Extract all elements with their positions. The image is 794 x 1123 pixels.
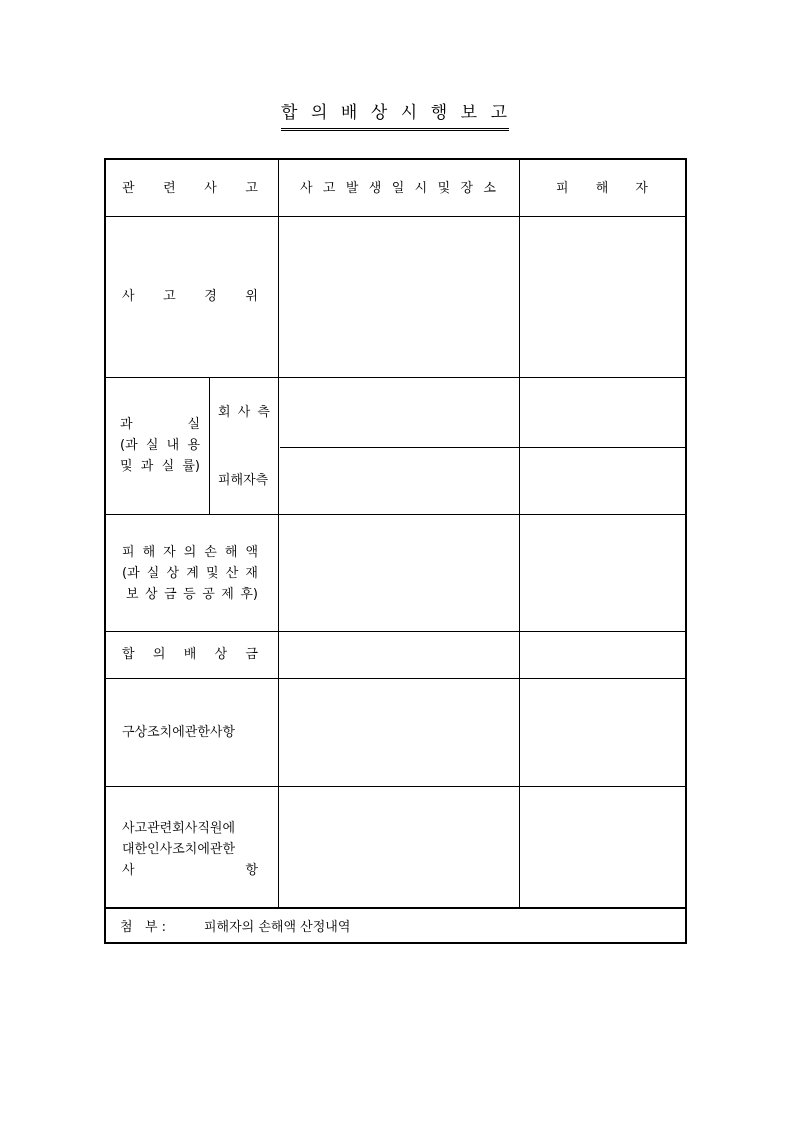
label-indemnity-measures: 구상조치에관한사항: [122, 725, 236, 740]
label-fault-rate: 및 과 실 률): [120, 459, 200, 474]
column-divider: [209, 377, 210, 514]
row-divider: [106, 907, 685, 909]
label-victim-damage: 피 해 자 의 손 해 액: [122, 545, 258, 560]
label-personnel-measures-3: 사 항: [122, 863, 258, 878]
row-divider: [106, 786, 685, 787]
report-form: [104, 158, 687, 944]
label-personnel-measures: 사고관련회사직원에: [122, 821, 236, 836]
row-divider: [106, 216, 685, 217]
row-divider: [106, 514, 685, 515]
label-fault-detail: (과 실 내 용: [120, 438, 200, 453]
label-settlement-amount: 합 의 배 상 금: [122, 647, 258, 662]
row-divider: [280, 447, 687, 448]
label-victim-damage-note: (과 실 상 계 및 산 재: [122, 566, 258, 581]
header-occurrence: 사 고 발 생 일 시 및 장 소: [300, 181, 496, 196]
label-personnel-measures-2: 대한인사조치에관한: [122, 842, 236, 857]
header-victim: 피 해 자: [556, 181, 648, 196]
column-divider: [278, 160, 279, 908]
label-victim-side: 피해자측: [218, 473, 269, 488]
attachment-value: 피해자의 손해액 산정내역: [204, 920, 351, 935]
row-divider: [106, 631, 685, 632]
label-victim-damage-note2: 보 상 금 등 공 제 후): [126, 587, 258, 602]
attachment-label: 첨 부 :: [120, 920, 167, 935]
label-accident-details: 사 고 경 위: [122, 289, 258, 304]
row-divider: [106, 678, 685, 679]
row-divider: [106, 377, 685, 378]
label-company-side: 회 사 측: [218, 405, 270, 420]
document-title: 합 의 배 상 시 행 보 고: [281, 101, 509, 131]
column-divider: [519, 160, 520, 908]
header-related-accident: 관 련 사 고: [122, 181, 258, 196]
label-fault: 과 실: [120, 417, 200, 432]
